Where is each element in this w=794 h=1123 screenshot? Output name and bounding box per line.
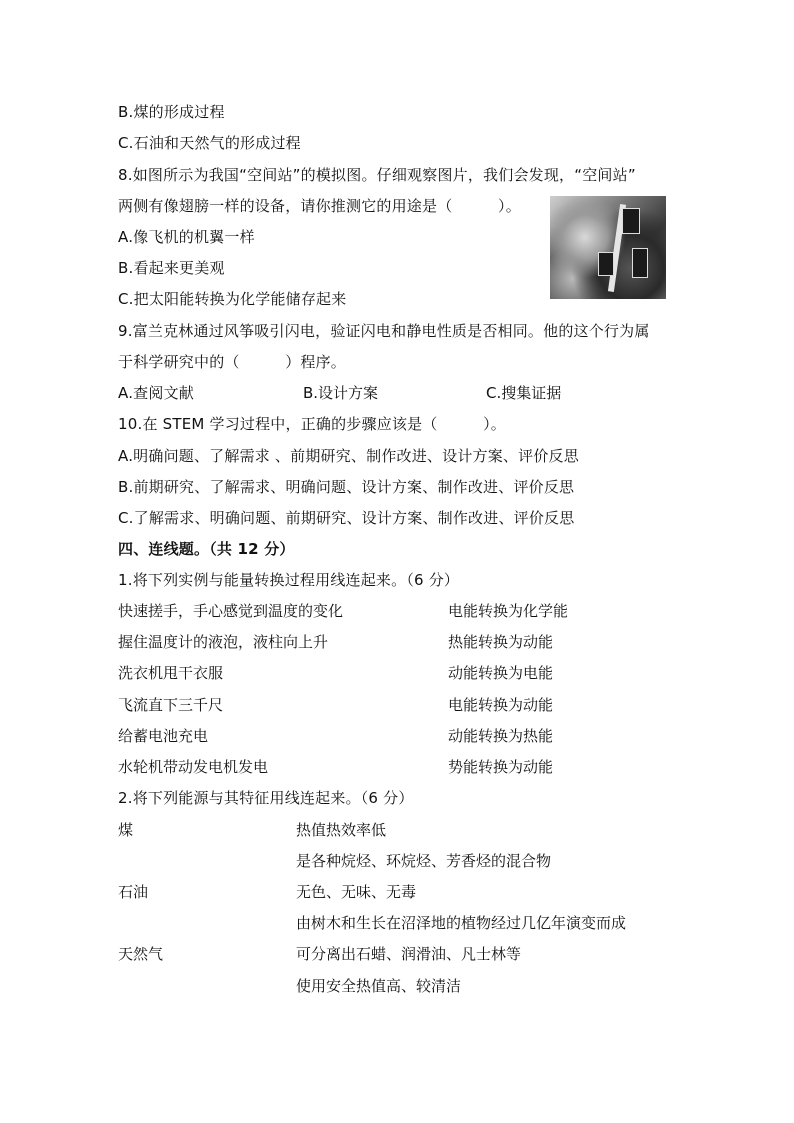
q1-right-item: 电能转换为动能 [448,696,554,714]
question-8-cont: 两侧有像翅膀一样的设备，请你推测它的用途是（ ）。 [118,197,521,215]
option-b-coal: B.煤的形成过程 [118,103,225,121]
q2-right-item: 无色、无味、无毒 [296,883,417,901]
q1-right-item: 电能转换为化学能 [448,602,569,620]
q8-option-b: B.看起来更美观 [118,259,225,277]
q9-option-a: A.查阅文献 [118,384,194,402]
q2-right-item: 由树木和生长在沼泽地的植物经过几亿年演变而成 [296,914,627,932]
matching-q2: 2.将下列能源与其特征用线连起来。（6 分） [118,789,414,807]
q2-left-item: 石油 [118,883,149,901]
option-c-oil-gas: C.石油和天然气的形成过程 [118,134,301,152]
q10-option-a: A.明确问题、了解需求 、前期研究、制作改进、设计方案、评价反思 [118,447,579,465]
q2-left-item: 煤 [118,821,134,839]
q9-option-c: C.搜集证据 [486,384,562,402]
q2-right-item: 是各种烷烃、环烷烃、芳香烃的混合物 [296,852,552,870]
q1-left-item: 给蓄电池充电 [118,727,209,745]
matching-q1: 1.将下列实例与能量转换过程用线连起来。（6 分） [118,571,460,589]
q1-right-item: 动能转换为电能 [448,664,554,682]
q9-option-b: B.设计方案 [303,384,379,402]
q8-option-c: C.把太阳能转换为化学能储存起来 [118,290,347,308]
q2-right-item: 可分离出石蜡、润滑油、凡士林等 [296,945,522,963]
space-station-photo [550,196,666,299]
q10-option-b: B.前期研究、了解需求、明确问题、设计方案、制作改进、评价反思 [118,478,575,496]
q1-right-item: 动能转换为热能 [448,727,554,745]
q2-right-item: 使用安全热值高、较清洁 [296,977,462,995]
question-10: 10.在 STEM 学习过程中，正确的步骤应该是（ ）。 [118,415,506,433]
q1-left-item: 握住温度计的液泡，液柱向上升 [118,633,329,651]
q1-right-item: 势能转换为动能 [448,758,554,776]
q1-right-item: 热能转换为动能 [448,633,554,651]
q2-right-item: 热值热效率低 [296,821,387,839]
q10-option-c: C.了解需求、明确问题、前期研究、设计方案、制作改进、评价反思 [118,509,575,527]
q1-left-item: 飞流直下三千尺 [118,696,224,714]
question-8: 8.如图所示为我国“空间站”的模拟图。仔细观察图片，我们会发现，“空间站” [118,166,636,184]
q2-left-item: 天然气 [118,945,164,963]
question-9: 9.富兰克林通过风筝吸引闪电，验证闪电和静电性质是否相同。他的这个行为属 [118,322,650,340]
q1-left-item: 快速搓手，手心感觉到温度的变化 [118,602,344,620]
q1-left-item: 水轮机带动发电机发电 [118,758,269,776]
q1-left-item: 洗衣机甩干衣服 [118,664,224,682]
q8-option-a: A.像飞机的机翼一样 [118,228,255,246]
section-heading: 四、连线题。（共 12 分） [118,540,295,558]
question-9-cont: 于科学研究中的（ ）程序。 [118,353,347,371]
